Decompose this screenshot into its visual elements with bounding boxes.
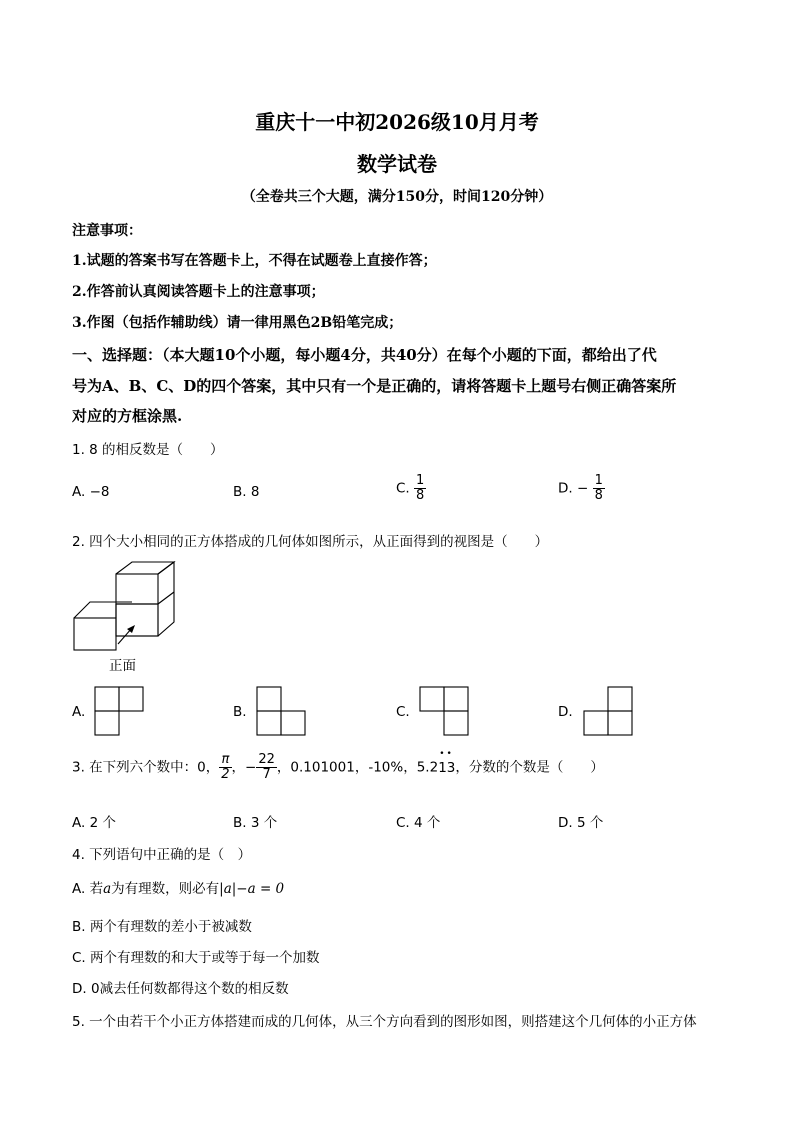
note-item-3: 3.作图（包括作辅助线）请一律用黑色2B铅笔完成； bbox=[72, 315, 403, 331]
q3-stem-start: 3. 在下列六个数中：0， bbox=[72, 759, 220, 776]
q1-option-d-fraction: $\frac{1}{8}$ bbox=[594, 473, 603, 503]
q2-option-a-view bbox=[94, 686, 144, 736]
q1-option-b: B. 8 bbox=[233, 484, 260, 500]
q1-option-d-label: D. − bbox=[558, 480, 589, 497]
q3-neg-sign: ，− bbox=[231, 759, 257, 776]
q1-option-c bbox=[396, 474, 426, 503]
q4-option-d: D. 0减去任何数都得这个数的相反数 bbox=[72, 981, 289, 997]
q4-option-a-expression: |a|−a = 0 bbox=[219, 881, 285, 897]
q3-repeating-digits: •• 13 bbox=[438, 748, 456, 776]
note-item-2: 2.作答前认真阅读答题卡上的注意事项； bbox=[72, 284, 325, 300]
section1-line2: 号为A、B、C、D的四个答案，其中只有一个是正确的，请将答题卡上题号右侧正确答案所 bbox=[72, 377, 677, 395]
q4-option-a bbox=[72, 877, 284, 897]
q3-stem bbox=[72, 748, 604, 782]
q2-option-a: A. bbox=[72, 704, 86, 720]
q2-option-c-view bbox=[419, 686, 469, 736]
q2-option-d-view bbox=[583, 686, 633, 736]
notes-heading: 注意事项： bbox=[72, 223, 142, 239]
note-item-1: 1.试题的答案书写在答题卡上，不得在试题卷上直接作答； bbox=[72, 253, 437, 269]
q5-stem: 5. 一个由若干个小正方体搭建而成的几何体，从三个方向看到的图形如图，则搭建这个几何体的小正方体 bbox=[72, 1014, 697, 1030]
q4-option-c: C. 两个有理数的和大于或等于每一个加数 bbox=[72, 950, 320, 966]
q4-option-a-var: a bbox=[103, 881, 112, 897]
q4-option-a-mid: 为有理数，则必有 bbox=[111, 881, 220, 897]
section1-line1: 一、选择题：（本大题10个小题，每小题4分，共40分）在每个小题的下面，都给出了代 bbox=[72, 346, 657, 364]
q3-option-b: B. 3 个 bbox=[233, 815, 278, 831]
q3-option-d: D. 5 个 bbox=[558, 815, 604, 831]
q4-option-b: B. 两个有理数的差小于被减数 bbox=[72, 919, 252, 935]
q3-22-7-fraction: $\frac{22}{7}$ bbox=[258, 752, 275, 782]
q2-stem: 2. 四个大小相同的正方体搭成的几何体如图所示，从正面得到的视图是（ ） bbox=[72, 534, 549, 550]
q2-option-b: B. bbox=[233, 704, 247, 720]
q3-option-a: A. 2 个 bbox=[72, 815, 116, 831]
q1-option-a: A. −8 bbox=[72, 484, 110, 500]
q1-option-d bbox=[558, 474, 605, 503]
q3-stem-mid: ，0.101001，-10%， bbox=[276, 759, 417, 776]
q3-pi-fraction: $\frac{\pi}{2}$ bbox=[221, 752, 230, 782]
q4-option-a-pre: A. 若 bbox=[72, 881, 104, 897]
q2-option-b-view bbox=[256, 686, 306, 736]
q3-repeating-decimal: 5.2 bbox=[416, 759, 439, 776]
q4-stem: 4. 下列语句中正确的是（ ） bbox=[72, 847, 252, 863]
q3-option-c: C. 4 个 bbox=[396, 815, 441, 831]
q1-stem: 1. 8 的相反数是（ ） bbox=[72, 442, 224, 458]
q2-option-d: D. bbox=[558, 704, 573, 720]
q3-stem-end: ，分数的个数是（ ） bbox=[455, 759, 604, 776]
q1-option-c-fraction: $\frac{1}{8}$ bbox=[416, 473, 425, 503]
exam-subject: 数学试卷 bbox=[357, 152, 437, 176]
q1-option-c-label: C. bbox=[396, 480, 410, 497]
q2-front-label: 正面 bbox=[109, 658, 136, 674]
exam-title: 重庆十一中初2026级10月月考 bbox=[255, 110, 539, 134]
q2-option-c: C. bbox=[396, 704, 410, 720]
exam-info: （全卷共三个大题，满分150分，时间120分钟） bbox=[241, 189, 553, 205]
section1-line3: 对应的方框涂黑. bbox=[72, 407, 183, 425]
